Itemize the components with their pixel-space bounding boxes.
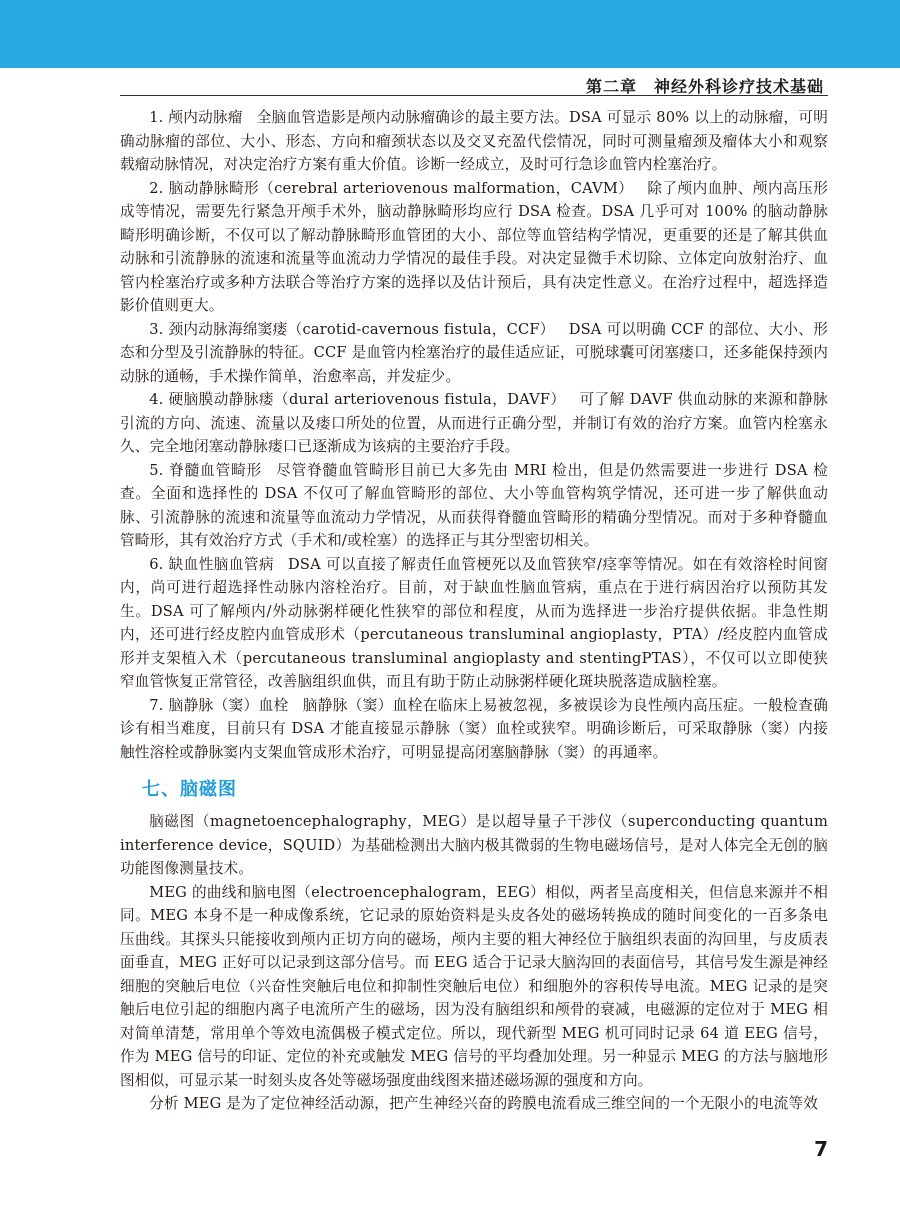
page-number: 7 <box>814 1137 828 1161</box>
body-paragraph: 脑磁图（magnetoencephalography，MEG）是以超导量子干涉仪（superconducting quantum interference device，SQUID）为基础检测出大脑内极其微弱的生物电磁场信号，是对人体完全无创的脑功能图像测量技术。 <box>120 813 828 877</box>
running-header <box>120 68 828 96</box>
item-heading: 1. 颅内动脉瘤 <box>149 109 243 126</box>
item-text: 尽管脊髓血管畸形目前已大多先由 MRI 检出，但是仍然需要进一步进行 DSA 检查。全面和选择性的 DSA 不仅可了解血管畸形的部位、大小等血管构筑学情况，还可进一步了解供血动脉、引流静脉的流速和流量等血流动力学情况，从而获得脊髓血管畸形的精确分型情况。而对于多种脊髓血管畸形，其有效治疗方式（手术和/或栓塞）的选择正与其分型密切相关。 <box>120 461 828 549</box>
page-body <box>120 106 828 1116</box>
item-text: 可了解 DAVF 供血动脉的来源和静脉引流的方向、流速、流量以及瘘口所处的位置，从而进行正确分型，并制订有效的治疗方案。血管内栓塞永久、完全地闭塞动静脉瘘口已逐渐成为该病的主要治疗手段。 <box>120 391 828 455</box>
item-heading: 7. 脑静脉（窦）血栓 <box>149 696 289 714</box>
list-item <box>120 553 828 694</box>
list-item <box>120 694 828 765</box>
section-heading: 七、脑磁图 <box>142 779 237 800</box>
body-paragraph: 分析 MEG 是为了定位神经活动源，把产生神经兴奋的跨膜电流看成三维空间的一个无限小的电流等效 <box>149 1095 819 1112</box>
chapter-title: 第二章 神经外科诊疗技术基础 <box>585 77 824 96</box>
list-item <box>120 177 828 318</box>
item-text: 除了颅内血肿、颅内高压形成等情况，需要先行紧急开颅手术外，脑动静脉畸形均应行 DSA 检查。DSA 几乎可对 100% 的脑动静脉畸形明确诊断，不仅可以了解动静脉畸形血管团的大小、部位等血管结构学情况，更重要的还是了解其供血动脉和引流静脉的流速和流量等血流动力学情况的最佳手段。对决定显微手术切除、立体定向放射治疗、血管内栓塞治疗或多种方法联合等治疗方案的选择以及估计预后，具有决定性意义。在治疗过程中，超选择造影价值则更大。 <box>120 179 828 314</box>
item-heading: 5. 脊髓血管畸形 <box>149 461 263 479</box>
item-heading: 6. 缺血性脑血管病 <box>149 555 275 573</box>
item-text: 全脑血管造影是颅内动脉瘤确诊的最主要方法。DSA 可显示 80% 以上的动脉瘤，可明确动脉瘤的部位、大小、形态、方向和瘤颈状态以及交叉充盈代偿情况，同时可测量瘤颈及瘤体大小和观察载瘤动脉情况，对决定治疗方案有重大价值。诊断一经成立，及时可行急诊血管内栓塞治疗。 <box>120 109 828 173</box>
list-item <box>120 459 828 553</box>
item-heading: 4. 硬脑膜动静脉瘘（dural arteriovenous fistula，DAVF） <box>149 391 566 408</box>
body-paragraph: MEG 的曲线和脑电图（electroencephalogram，EEG）相似，两者呈高度相关，但信息来源并不相同。MEG 本身不是一种成像系统，它记录的原始资料是头皮各处的磁场转换成的随时间变化的一百多条电压曲线。其探头只能接收到颅内正切方向的磁场，颅内主要的粗大神经位于脑组织表面的沟回里，与皮质表面垂直，MEG 正好可以记录到这部分信号。而 EEG 适合于记录大脑沟回的表面信号，其信号发生源是神经细胞的突触后电位（兴奋性突触后电位和抑制性突触后电位）和细胞外的容积传导电流。MEG 记录的是突触后电位引起的细胞内离子电流所产生的磁场，因为没有脑组织和颅骨的衰减，电磁源的定位对于 MEG 相对简单清楚，常用单个等效电流偶极子模式定位。所以，现代新型 MEG 机可同时记录 64 道 EEG 信号，作为 MEG 信号的印证、定位的补充或触发 MEG 信号的平均叠加处理。另一种显示 MEG 的方法与脑地形图相似，可显示某一时刻头皮各处等磁场强度曲线图来描述磁场源的强度和方向。 <box>120 883 828 1089</box>
item-heading: 2. 脑动静脉畸形（cerebral arteriovenous malformation，CAVM） <box>149 179 634 197</box>
list-item <box>120 106 828 177</box>
item-text: DSA 可以直接了解责任血管梗死以及血管狭窄/痉挛等情况。如在有效溶栓时间窗内，尚可进行超选择性动脉内溶栓治疗。目前，对于缺血性脑血管病，重点在于进行病因治疗以预防其发生。DSA 可了解颅内/外动脉粥样硬化性狭窄的部位和程度，从而为选择进一步治疗提供依据。非急性期内，还可进行经皮腔内血管成形术（percutaneous transluminal angioplasty，PTA）/经皮腔内血管成形并支架植入术（percutaneous transluminal angioplasty and stentingPTAS），不仅可以立即使狭窄血管恢复正常管径，改善脑组织血供，而且有助于防止动脉粥样硬化斑块脱落造成脑栓塞。 <box>120 555 828 690</box>
item-text: 脑静脉（窦）血栓在临床上易被忽视，多被误诊为良性颅内高压症。一般检查确诊有相当难度，目前只有 DSA 才能直接显示静脉（窦）血栓或狭窄。明确诊断后，可采取静脉（窦）内接触性溶栓或静脉窦内支架血管成形术治疗，可明显提高闭塞脑静脉（窦）的再通率。 <box>120 696 828 761</box>
top-color-bar <box>0 0 900 68</box>
list-item <box>120 388 828 459</box>
item-text: DSA 可以明确 CCF 的部位、大小、形态和分型及引流静脉的特征。CCF 是血管内栓塞治疗的最佳适应证，可脱球囊可闭塞瘘口，还多能保持颈内动脉的通畅，手术操作简单，治愈率高，并发症少。 <box>120 320 828 385</box>
list-item <box>120 318 828 389</box>
item-heading: 3. 颈内动脉海绵窦瘘（carotid-cavernous fistula，CCF） <box>149 320 555 338</box>
